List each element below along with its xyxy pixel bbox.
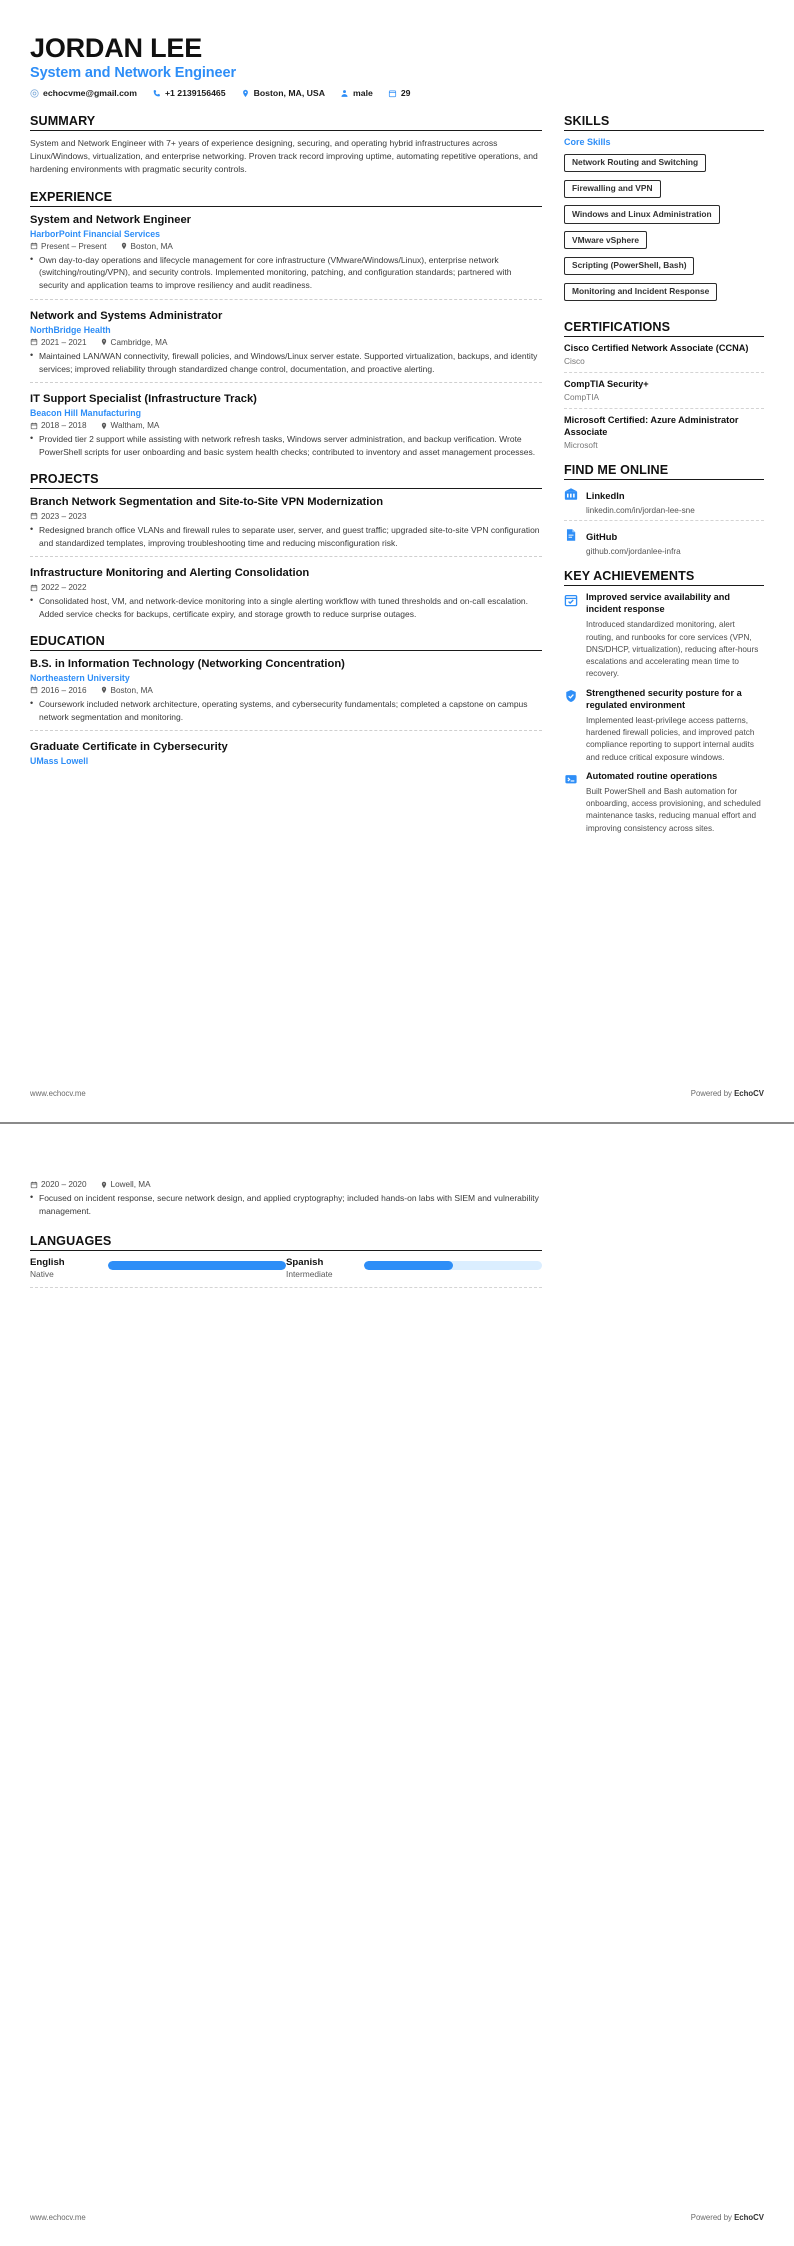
experience-entry [30,392,542,459]
education-location [100,1180,151,1189]
calendar-check-icon [564,592,579,612]
skills-heading: SKILLS [564,114,610,129]
education-heading: EDUCATION [30,633,105,648]
entry-meta [30,421,542,430]
footer-brand [691,2213,764,2222]
online-url[interactable]: github.com/jordanlee-infra [586,547,681,557]
footer-brand [691,1089,764,1098]
skills-rule [564,130,764,131]
language-level: Native [30,1268,54,1279]
skills-section [564,114,764,306]
achievement-desc: Built PowerShell and Bash automation for onboarding, access provisioning, and scheduled maintenance tasks, reducing manual effort and improving consistency across sites. [586,786,761,833]
email-icon [30,89,39,98]
entry-location [100,338,168,347]
bullet: • Coursework included network architecture, operating systems, and cybersecurity fundamentals; completed a capstone on campus network segmentation and monitoring. [30,698,542,724]
contact-location [241,88,325,98]
education-location-text: Boston, MA [110,685,153,695]
certification-item [564,415,764,450]
achievement-desc: Introduced standardized monitoring, alert routing, and runbooks for core services (VPN, DNS/DHCP, virtualization), reducing after-hours escalations and accelerating mean time to recovery. [586,620,759,679]
contact-gender-text: male [353,88,373,99]
education-location-text: Lowell, MA [110,1180,151,1189]
calendar-icon [30,686,38,694]
footer-brand-name: EchoCV [734,2213,764,2222]
project-title: Branch Network Segmentation and Site-to-Site VPN Modernization [30,495,384,508]
projects-rule [30,488,542,489]
contact-location-text: Boston, MA, USA [253,88,326,99]
bullet: • Provided tier 2 support while assisting with network refresh tasks, Windows server administration, and backup verification. Wrote PowerShell scripts for user onboarding and basic system health checks; contributed to inventory and asset management processes. [30,433,542,459]
achievement-title: Automated routine operations [586,770,718,781]
footer-powered-text: Powered by [690,2213,735,2222]
certification-issuer: Microsoft [564,440,598,451]
location-icon [100,338,108,346]
entry-bullets [30,433,542,459]
certification-name: Cisco Certified Network Associate (CCNA) [564,342,749,353]
footer-site[interactable]: www.echocv.me [30,1089,86,1098]
entry-org: NorthBridge Health [30,324,111,335]
achievement-item [564,592,764,680]
location-icon [241,89,250,98]
education-dates-text: 2016 – 2016 [41,685,87,695]
calendar-icon [30,338,38,346]
candidate-name: JORDAN LEE [30,33,203,63]
linkedin-icon [564,486,579,506]
certification-name: Microsoft Certified: Azure Administrator Associate [564,415,739,438]
language-level: Intermediate [286,1268,333,1279]
page-footer [30,1089,764,1098]
certifications-heading: CERTIFICATIONS [564,319,671,334]
calendar-icon [30,584,38,592]
languages-section [30,1234,542,1288]
skills-list [564,152,764,306]
entry-meta [30,242,542,251]
skill-tag: Firewalling and VPN [564,180,661,198]
experience-heading: EXPERIENCE [30,189,113,204]
footer-site[interactable]: www.echocv.me [30,2213,86,2222]
calendar-icon [388,89,397,98]
project-divider [30,556,542,557]
phone-icon [152,89,161,98]
calendar-icon [30,242,38,250]
experience-entry [30,213,542,300]
experience-entry [30,309,542,384]
summary-text: System and Network Engineer with 7+ years of experience designing, securing, and operating hybrid infrastructures across Linux/Windows, virtualization, and enterprise networking. Proven track record improving uptime, automating repetitive operations, and hardening environments with pragmatic security controls. [30,138,538,175]
language-proficiency-bar [364,1261,542,1270]
certification-item [564,343,764,366]
online-item-linkedin[interactable] [564,486,764,515]
entry-title: System and Network Engineer [30,213,192,226]
achievement-desc: Implemented least-privilege access patterns, hardened firewall policies, and improved patch compliance reporting to support internal audits and reduce critical exposure windows. [586,715,755,762]
skill-tag: Monitoring and Incident Response [564,283,717,301]
achievement-title: Improved service availability and incident response [586,592,731,615]
certification-issuer: Cisco [564,356,585,367]
github-icon [564,527,579,547]
contact-email[interactable] [30,88,137,98]
language-proficiency-bar [108,1261,286,1270]
calendar-icon [30,1181,38,1189]
entry-dates [30,242,107,251]
location-icon [120,242,128,250]
education-divider [30,730,542,731]
projects-heading: PROJECTS [30,471,99,486]
languages-heading: LANGUAGES [30,1233,112,1248]
entry-location [120,242,173,251]
education-title: B.S. in Information Technology (Networking Concentration) [30,657,345,670]
contact-age [388,88,411,98]
certification-name: CompTIA Security+ [564,379,649,390]
page2-left-column [30,1158,542,1288]
entry-meta [30,338,542,347]
project-dates-text: 2022 – 2022 [41,583,87,593]
entry-dates [30,338,87,347]
skill-tag: Scripting (PowerShell, Bash) [564,257,694,275]
project-title: Infrastructure Monitoring and Alerting Consolidation [30,567,310,580]
education-dates [30,686,87,695]
project-meta [30,583,542,592]
certification-divider [564,372,764,373]
contact-phone-text: +1 2139156465 [164,88,226,99]
resume-page-2 [0,1124,794,2246]
project-dates-text: 2023 – 2023 [41,511,87,521]
location-icon [100,1181,108,1189]
resume-page-1 [0,0,794,1122]
calendar-icon [30,422,38,430]
location-icon [100,422,108,430]
education-org: Northeastern University [30,672,130,683]
contact-email-text: echocvme@gmail.com [43,88,137,99]
language-texts [30,1257,108,1279]
calendar-icon [30,512,38,520]
person-icon [340,89,349,98]
bullet: • Redesigned branch office VLANs and firewall rules to separate user, server, and guest traffic; upgraded site-to-site VPN configuration and standardized templates, improving troubleshooting time and reducing misconfiguration risk. [30,524,542,550]
contact-gender [340,88,373,98]
entry-org: Beacon Hill Manufacturing [30,408,141,419]
certifications-section [564,320,764,451]
contact-row [30,88,764,98]
skill-tag: VMware vSphere [564,231,647,249]
certification-divider [564,408,764,409]
entry-divider [30,299,542,300]
online-heading: FIND ME ONLINE [564,463,669,478]
summary-heading: SUMMARY [30,114,96,129]
project-meta [30,512,542,521]
bullet: • Own day-to-day operations and lifecycle management for core infrastructure (VMware/Windows/Linux), enterprise network (switching/routing/VPN), and security controls. Implemented monitoring, patching, and configuration standards; partnered with security and application teams to improve resiliency and audit readiness. [30,254,542,292]
bullet: • Focused on incident response, secure network design, and applied cryptography; included hands-on labs with SIEM and vulnerability management. [30,1192,542,1218]
skills-group-label: Core Skills [564,137,611,148]
projects-section [30,472,542,621]
education-entry [30,740,542,766]
education-bullets [30,1192,542,1218]
achievement-title: Strengthened security posture for a regulated environment [586,687,742,710]
online-rule [564,479,764,480]
education-entry [30,657,542,732]
education-entry-continued [30,1180,542,1218]
languages-divider [30,1287,542,1288]
bullet: • Consolidated host, VM, and network-device monitoring into a single alerting workflow with tuned thresholds and on-call escalation. Added service checks for backups, certificate expiry, and storage growth to reduce surprise outages. [30,595,542,621]
language-name: English [30,1256,65,1268]
education-meta [30,686,542,695]
online-name: LinkedIn [586,490,625,502]
language-item [286,1257,542,1279]
entry-bullets [30,350,542,376]
language-item [30,1257,286,1279]
project-dates [30,512,87,521]
online-divider [564,520,764,521]
entry-location-text: Waltham, MA [110,421,160,431]
education-dates-text: 2020 – 2020 [41,1180,87,1189]
right-column [564,114,764,848]
entry-title: Network and Systems Administrator [30,309,223,322]
education-title: Graduate Certificate in Cybersecurity [30,741,228,754]
left-column [30,114,542,779]
automation-icon [564,771,579,791]
education-org: UMass Lowell [30,756,89,767]
footer-brand-name: EchoCV [734,1089,764,1098]
online-item-github[interactable] [564,527,764,556]
achievements-section [564,569,764,835]
skill-tag: Network Routing and Switching [564,154,706,172]
language-texts [286,1257,364,1279]
languages-grid [30,1257,542,1279]
entry-location-text: Cambridge, MA [110,337,168,347]
language-name: Spanish [286,1256,324,1268]
entry-org: HarborPoint Financial Services [30,228,161,239]
shield-icon [564,688,579,708]
contact-phone[interactable] [152,88,226,98]
entry-location [100,421,160,430]
project-dates [30,583,87,592]
project-bullets [30,524,542,550]
languages-rule [30,1250,542,1251]
education-location [100,686,153,695]
entry-dates [30,421,87,430]
entry-divider [30,382,542,383]
achievement-item [564,771,764,835]
candidate-role: System and Network Engineer [30,65,236,82]
footer-powered-text: Powered by [690,1089,735,1098]
entry-dates-text: 2021 – 2021 [41,337,87,347]
entry-location-text: Boston, MA [130,241,173,251]
summary-rule [30,130,542,131]
achievements-heading: KEY ACHIEVEMENTS [564,569,695,584]
page-footer [30,2213,764,2222]
language-proficiency-fill [364,1261,453,1270]
skill-tag: Windows and Linux Administration [564,205,720,223]
entry-dates-text: Present – Present [41,241,107,251]
project-entry [30,495,542,558]
project-entry [30,566,542,621]
online-url[interactable]: linkedin.com/in/jordan-lee-sne [586,506,695,516]
education-bullets [30,698,542,724]
project-bullets [30,595,542,621]
entry-dates-text: 2018 – 2018 [41,421,87,431]
education-rule [30,650,542,651]
education-section [30,634,542,767]
experience-section [30,190,542,459]
certification-item [564,379,764,402]
contact-age-text: 29 [400,88,411,99]
entry-bullets [30,254,542,292]
header [30,34,764,98]
language-proficiency-fill [108,1261,286,1270]
education-dates [30,1180,87,1189]
online-section [564,463,764,556]
achievements-rule [564,585,764,586]
certifications-rule [564,336,764,337]
achievement-item [564,688,764,764]
entry-title: IT Support Specialist (Infrastructure Track) [30,393,257,406]
education-meta [30,1180,542,1189]
experience-rule [30,206,542,207]
online-name: GitHub [586,531,618,543]
bullet: • Maintained LAN/WAN connectivity, firewall policies, and Windows/Linux server estate. Supported virtualization, backups, and identity services; improved reliability through standardized change control, documentation, and proactive alerting. [30,350,542,376]
summary-section [30,114,542,176]
location-icon [100,686,108,694]
certification-issuer: CompTIA [564,392,600,403]
